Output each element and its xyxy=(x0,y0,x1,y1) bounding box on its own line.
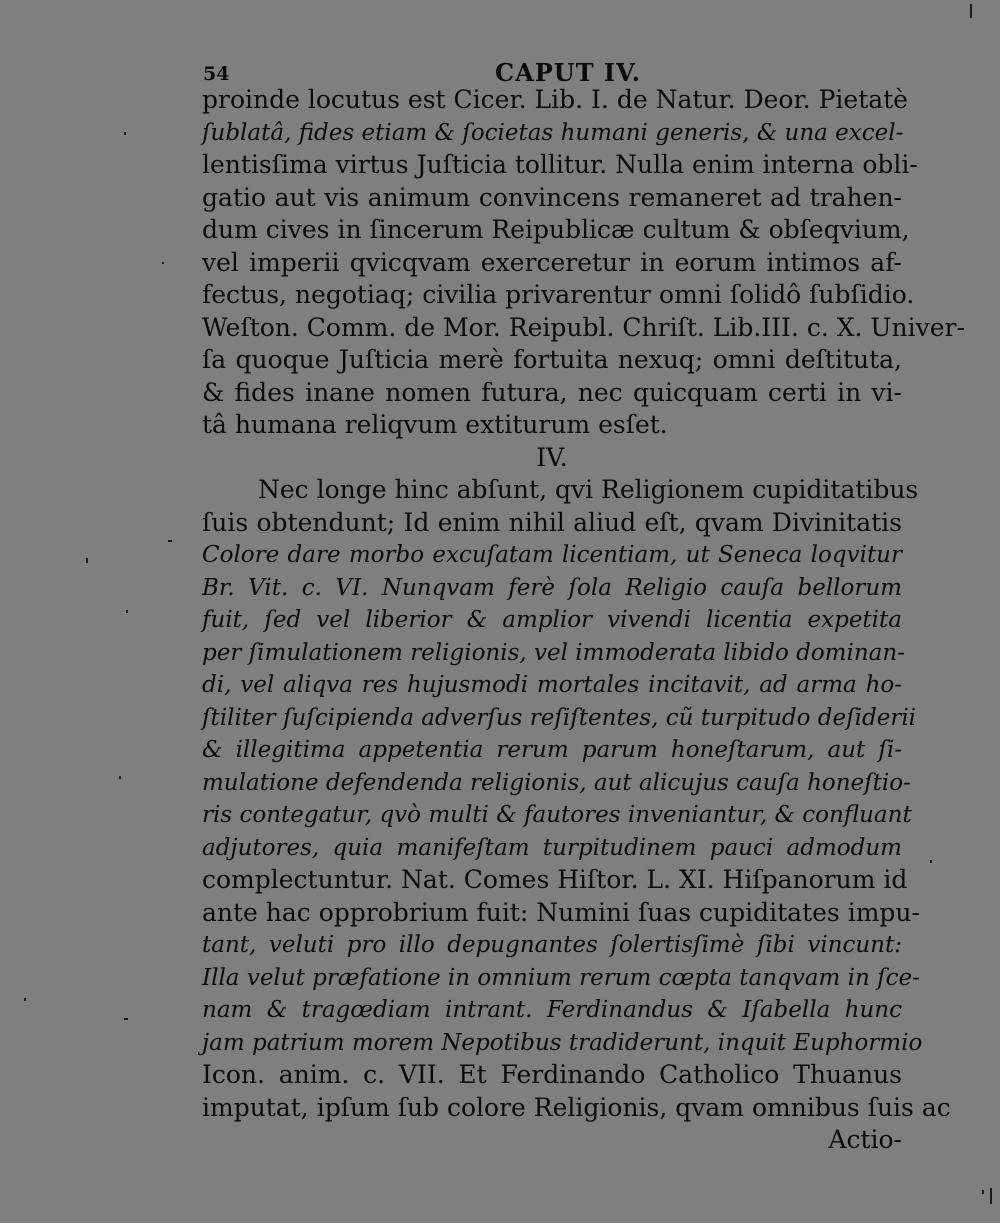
text-line: proinde locutus est Cicer. Lib. I. de Natur. Deor. Pietatè xyxy=(202,85,908,114)
catchword: Actio- xyxy=(828,1125,902,1154)
text-line: vel imperii qvicqvam exerceretur in eorum intimos af- xyxy=(202,247,902,277)
page-number: 54 xyxy=(203,63,230,85)
text-line: & illegitima appetentia rerum parum honeſtarum, aut ſi- xyxy=(202,737,902,763)
body-text xyxy=(202,84,965,1157)
text-line: gatio aut vis animum convincens remaneret ad trahen- xyxy=(202,182,902,212)
text-line: Icon. anim. c. VII. Et Ferdinando Catholico Thuanus xyxy=(202,1060,902,1089)
text-line: tant, veluti pro illo depugnantes ſolertisſimè ſibi vincunt: xyxy=(202,932,902,958)
text-line: fuit, ſed vel liberior & amplior vivendi licentia expetita xyxy=(202,607,902,633)
text-line: Weſton. Comm. de Mor. Reipubl. Chriſt. Lib.III. c. X. Univer- xyxy=(202,312,965,342)
text-line: ſtiliter ſuſcipienda adverſus reſiſtentes, cũ turpitudo deſiderii xyxy=(202,704,917,731)
text-line: ſublatâ, fides etiam & ſocietas humani generis, & una excel- xyxy=(202,119,904,146)
section-number: IV. xyxy=(536,442,568,472)
text-line: fectus, negotiaq; civilia privarentur omni ſolidô ſubſidio. xyxy=(202,280,915,309)
text-line: lentisſima virtus Juſticia tollitur. Nulla enim interna obli- xyxy=(202,150,918,179)
text-line: ris contegatur, qvò multi & fautores inveniantur, & confluant xyxy=(202,802,912,828)
text-line: ſa quoque Juſticia merè fortuita nexuq; omni deſtituta, xyxy=(202,345,902,374)
text-line: adjutores, quia manifeſtam turpitudinem pauci admodum xyxy=(202,834,902,861)
text-line: Illa velut præfatione in omnium rerum cœpta tanqvam in ſce- xyxy=(202,964,920,991)
text-line: Nec longe hinc abſunt, qvi Religionem cupiditatibus xyxy=(258,475,919,504)
running-head: CAPUT IV. xyxy=(495,58,641,87)
text-line: imputat, ipſum ſub colore Religionis, qvam omnibus ſuis ac xyxy=(202,1092,951,1122)
text-line: ſuis obtendunt; Id enim nihil aliud eſt, qvam Divinitatis xyxy=(202,507,902,537)
text-line: jam patrium morem Nepotibus tradiderunt, inquit Euphormio xyxy=(202,1029,923,1056)
text-line: & fides inane nomen futura, nec quicquam certi in vi- xyxy=(202,377,902,407)
text-line: Br. Vit. c. VI. Nunqvam ferè ſola Religio cauſa bellorum xyxy=(202,574,902,601)
text-line: tâ humana reliqvum extiturum esſet. xyxy=(202,410,668,439)
text-line: di, vel aliqva res hujusmodi mortales incitavit, ad arma ho- xyxy=(202,672,902,698)
text-line: nam & tragœdiam intrant. Ferdinandus & Iſabella hunc xyxy=(202,997,902,1023)
text-line: per ſimulationem religionis, vel immoderata libido dominan- xyxy=(202,639,905,666)
text-line: dum cives in ſincerum Reipublicæ cultum & obſeqvium, xyxy=(202,215,910,244)
text-line: mulatione defendenda religionis, aut alicujus cauſa honeſtio- xyxy=(202,769,911,796)
text-line: ante hac opprobrium fuit: Numini ſuas cupiditates impu- xyxy=(202,897,920,927)
text-line: complectuntur. Nat. Comes Hiſtor. L. XI. Hiſpanorum id xyxy=(202,865,908,894)
text-line: Colore dare morbo excuſatam licentiam, ut Seneca loqvitur xyxy=(202,542,902,568)
